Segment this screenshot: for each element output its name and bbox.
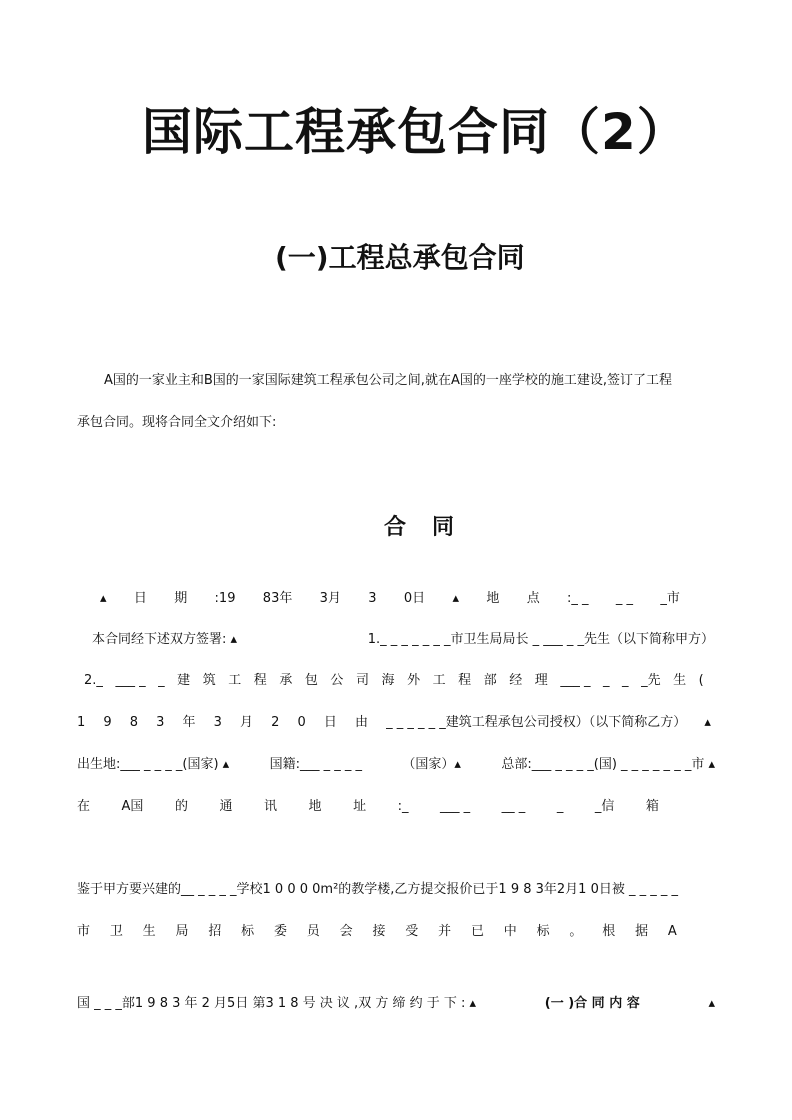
signatory-line-2 (84, 669, 704, 688)
text-segment: 通 (219, 799, 233, 814)
text-segment: _市 (660, 591, 680, 606)
text-segment: 已 (470, 924, 484, 939)
text-segment: 日 (133, 591, 147, 606)
text-segment: 标 (241, 924, 255, 939)
text-segment: 包 (304, 673, 318, 688)
text-segment: 市 (77, 924, 91, 939)
text-segment: 海 (381, 673, 395, 688)
text-segment: 工 (432, 673, 446, 688)
text-segment: 83年 (262, 591, 293, 606)
text-segment: 理 (534, 673, 548, 688)
text-segment: 并 (438, 924, 452, 939)
document-subtitle: (一)工程总承包合同 (275, 241, 525, 274)
text-segment: A国 (121, 799, 144, 814)
text-segment: 8 (129, 715, 139, 730)
text-segment: 的 (174, 799, 188, 814)
text-segment: 点 (526, 591, 540, 606)
bullet-mark: ▴ (704, 715, 711, 730)
text-segment: 国籍:___ _ _ _ _ (269, 757, 363, 772)
text-segment: 中 (503, 924, 517, 939)
bullet-mark: ▴ (708, 996, 715, 1011)
text-segment: 2._ (84, 673, 103, 688)
text-segment: ___ _ (115, 673, 146, 688)
text-segment: 3 (213, 715, 222, 730)
text-segment: 期 (174, 591, 188, 606)
text-segment: 生 (673, 673, 687, 688)
text-segment: 月 (239, 715, 253, 730)
text-segment: _ (603, 673, 610, 688)
text-segment: 地 (486, 591, 500, 606)
text-segment: ( (698, 673, 704, 688)
text-segment: _信 (594, 799, 615, 814)
text-segment: 在 (77, 799, 91, 814)
text-segment: _ (556, 799, 564, 814)
text-segment: 出生地:___ _ _ _ _(国家) ▴ (77, 757, 230, 772)
text-segment: 总部:___ _ _ _ _(国) _ _ _ _ _ _ _市 ▴ (501, 757, 715, 772)
text-segment: 招 (208, 924, 222, 939)
text-segment: 年 (182, 715, 196, 730)
text-segment: 由 (354, 715, 368, 730)
resolution-line (77, 992, 715, 1011)
address-line (77, 795, 659, 814)
contract-heading: 合同 (384, 515, 481, 540)
text-segment: :_ (397, 799, 409, 814)
text-segment: 2 (271, 715, 280, 730)
text-segment: 根 (602, 924, 616, 939)
text-segment: 程 (253, 673, 267, 688)
text-segment: 筑 (202, 673, 216, 688)
text-segment: 建 (177, 673, 191, 688)
text-segment: _ (158, 673, 165, 688)
text-segment: 卫 (109, 924, 123, 939)
text-segment: _ (622, 673, 629, 688)
text-segment: 日 (323, 715, 337, 730)
text-segment: A (667, 924, 677, 939)
text-segment: 据 (635, 924, 649, 939)
bid-accept-line (77, 920, 677, 939)
text-segment: _ _ _ _ _ _建筑工程承包公司授权）（以下简称乙方） (386, 715, 687, 730)
text-segment: 1 (77, 715, 86, 730)
text-segment: 程 (458, 673, 472, 688)
bullet-mark: ▴ (100, 591, 107, 606)
authorization-line (77, 711, 711, 730)
text-segment: 接 (372, 924, 386, 939)
text-segment: 3 (368, 591, 377, 606)
text-segment: 讯 (264, 799, 278, 814)
text-segment: 标 (536, 924, 550, 939)
text-segment: 受 (405, 924, 419, 939)
text-segment: _先 (641, 673, 661, 688)
text-segment: ___ _ (440, 799, 471, 814)
text-segment: 经 (509, 673, 523, 688)
text-segment: 0 (297, 715, 306, 730)
text-segment: 地 (308, 799, 322, 814)
text-segment: 司 (355, 673, 369, 688)
text-segment: 。 (569, 924, 583, 939)
text-segment: 公 (330, 673, 344, 688)
text-segment: __ _ (501, 799, 526, 814)
text-segment: 生 (142, 924, 156, 939)
signatory-line-1 (92, 628, 714, 647)
text-segment: （国家）▴ (402, 757, 461, 772)
text-segment: 委 (273, 924, 287, 939)
text-segment: 址 (353, 799, 367, 814)
text-segment: _ _ (615, 591, 634, 606)
intro-line-2: 承包合同。现将合同全文介绍如下: (77, 415, 277, 430)
text-segment: :_ _ (567, 591, 589, 606)
text-segment: 局 (175, 924, 189, 939)
text-segment: 本合同经下述双方签署: ▴ (92, 632, 238, 647)
text-segment: 员 (306, 924, 320, 939)
text-segment: 0日 (403, 591, 426, 606)
intro-line-1: A国的一家业主和B国的一家国际建筑工程承包公司之间,就在A国的一座学校的施工建设,签订了工程 (104, 373, 672, 388)
text-segment: 1._ _ _ _ _ _ _市卫生局局长 _ ___ _ _先生（以下简称甲方） (367, 632, 714, 647)
text-segment: 承 (279, 673, 293, 688)
origin-line (77, 753, 715, 772)
whereas-line: 鉴于甲方要兴建的__ _ _ _ _学校1 0 0 0 0m²的教学楼,乙方提交报价已于1 9 8 3年2月1 0日被 _ _ _ _ _ (77, 882, 679, 897)
section-heading-contract-content: (一 )合 同 内 容 (544, 996, 640, 1011)
document-title: 国际工程承包合同（2） (142, 103, 688, 161)
text-segment: 9 (103, 715, 112, 730)
text-segment: 箱 (645, 799, 659, 814)
text-segment: 部 (483, 673, 497, 688)
text-segment: :19 (214, 591, 236, 606)
text-segment: 3 (156, 715, 165, 730)
text-segment: 外 (407, 673, 421, 688)
text-segment: 国 _ _ _部1 9 8 3 年 2 月5日 第3 1 8 号 决 议 ,双 方 缔 约 于 下 : ▴ (77, 996, 477, 1011)
text-segment: ___ _ (560, 673, 591, 688)
text-segment: 工 (228, 673, 242, 688)
text-segment: 会 (339, 924, 353, 939)
text-segment: 3月 (319, 591, 341, 606)
date-place-line (100, 587, 680, 606)
bullet-mark: ▴ (452, 591, 460, 606)
